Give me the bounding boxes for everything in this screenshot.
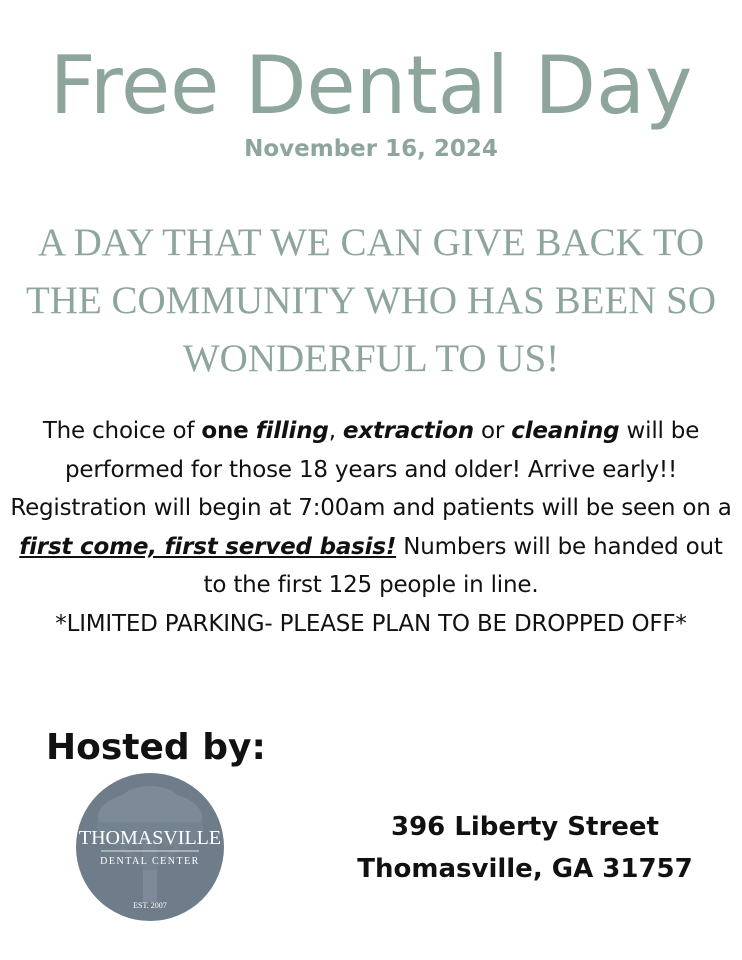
details-text: Numbers will be handed out to the first 125 people in line. [203, 533, 723, 598]
details-text: or [473, 418, 512, 444]
details-bold-one: one [201, 418, 249, 444]
hosted-by-label: Hosted by: [46, 727, 266, 768]
parking-notice: *LIMITED PARKING- PLEASE PLAN TO BE DROPPED OFF* [55, 610, 687, 637]
details-text: will be performed for those 18 years and older! Arrive early!! Registration will begin at 7:00am and patients will be seen on a [10, 418, 732, 521]
address-block [340, 806, 710, 890]
details-option-extraction: extraction [342, 418, 474, 444]
event-details [6, 412, 736, 643]
details-text: The choice of [42, 418, 202, 444]
tree-logo-icon [75, 772, 225, 922]
event-date: November 16, 2024 [244, 136, 498, 162]
details-first-come: first come, first served basis! [19, 533, 397, 560]
logo-name: THOMASVILLE [78, 827, 222, 849]
details-option-cleaning: cleaning [511, 418, 620, 444]
details-option-filling: filling [255, 418, 329, 444]
address-city: Thomasville, GA 31757 [357, 854, 693, 884]
address-street: 396 Liberty Street [391, 812, 659, 842]
details-text: , [328, 418, 343, 444]
flyer-title: Free Dental Day [49, 39, 693, 132]
logo-subtitle: DENTAL CENTER [100, 856, 200, 867]
details-text [249, 418, 256, 444]
logo-est: EST. 2007 [133, 901, 167, 910]
tagline: A DAY THAT WE CAN GIVE BACK TO THE COMMUNITY WHO HAS BEEN SO WONDERFUL TO US! [25, 221, 717, 380]
